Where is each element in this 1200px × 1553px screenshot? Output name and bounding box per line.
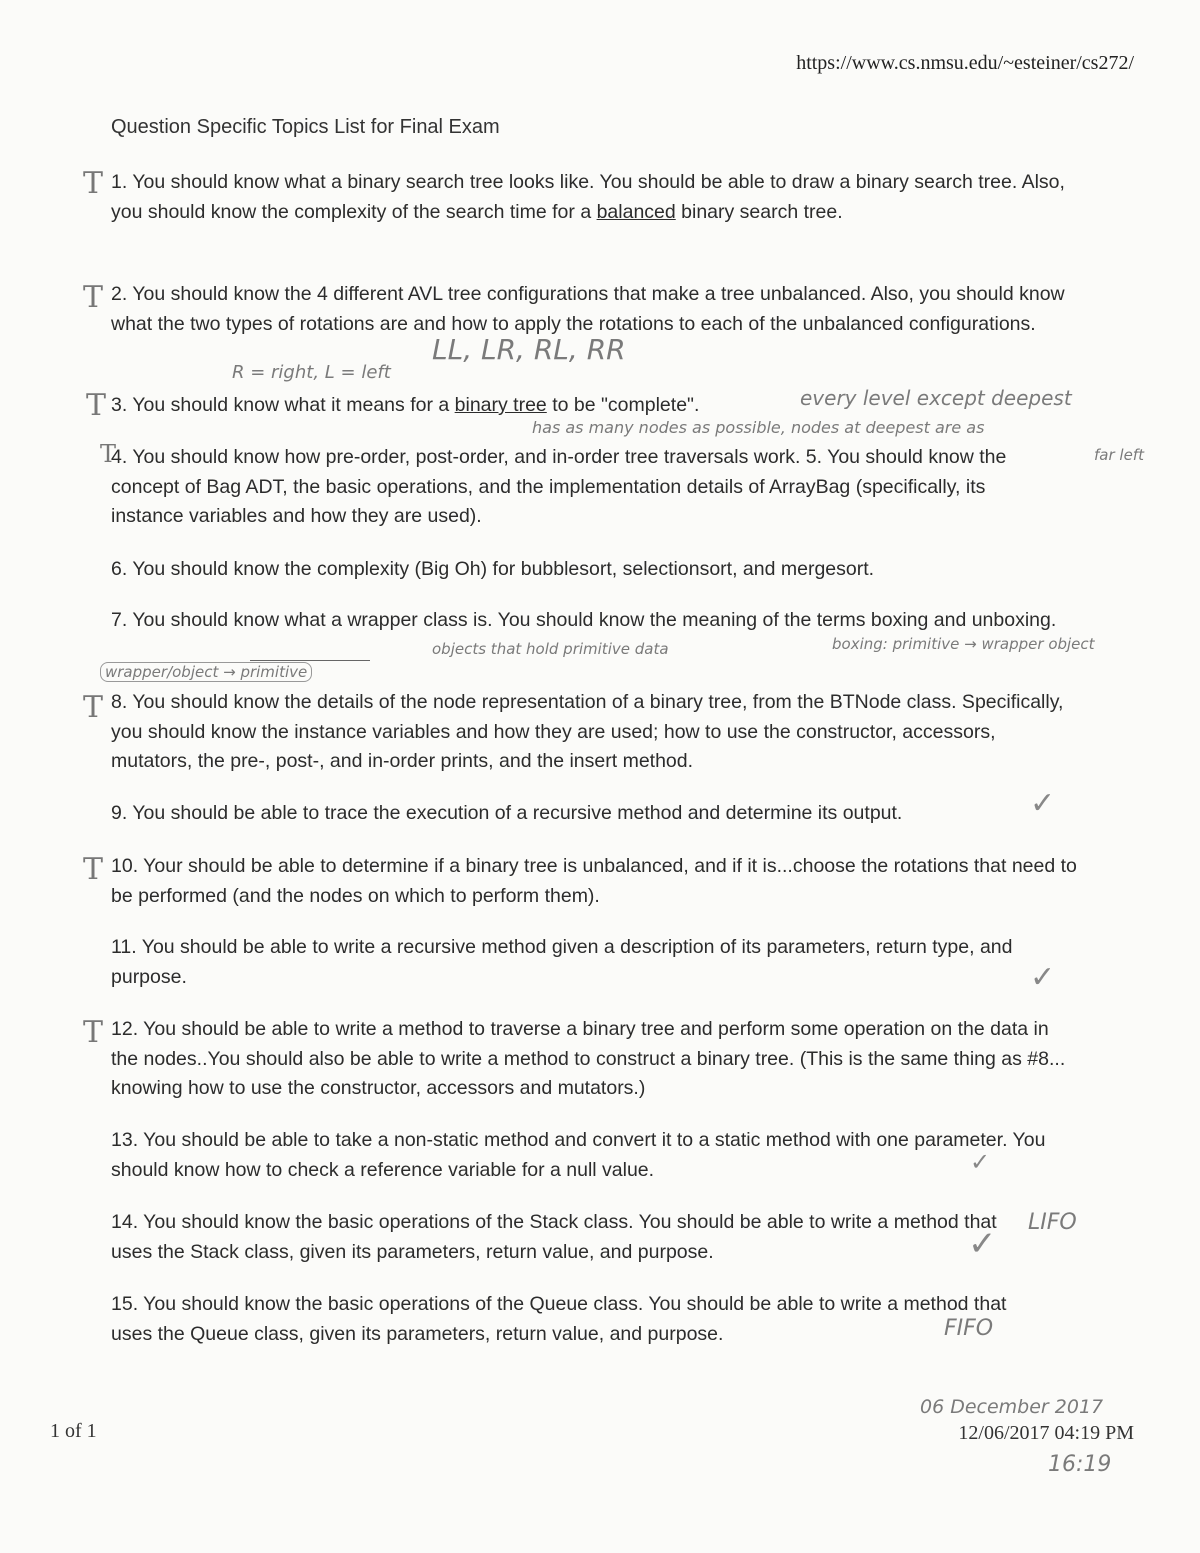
- question-3-text-b: to be "complete".: [546, 394, 700, 416]
- question-14: 14. You should know the basic operations of the Stack class. You should be able to write a method that uses the Stack class, given its parameters, return value, and purpose.: [111, 1211, 997, 1263]
- handwritten-lifo: LIFO: [1028, 1210, 1077, 1235]
- question-1-text-b: binary search tree.: [675, 200, 843, 223]
- question-9: 9. You should be able to trace the execution of a recursive method and determine its output.: [111, 802, 903, 824]
- handwritten-fifo: FIFO: [944, 1316, 994, 1341]
- question-13: 13. You should be able to take a non-static method and convert it to a static method with one parameter. You should know how to check a reference variable for a null value.: [111, 1129, 1046, 1181]
- check-mark-9: ✓: [1030, 787, 1056, 820]
- t-mark-4: T: [100, 440, 117, 468]
- t-mark-1: T: [83, 166, 104, 201]
- check-mark-13: ✓: [970, 1149, 991, 1176]
- handwritten-boxing-definition: boxing: primitive → wrapper object: [832, 635, 1095, 653]
- check-mark-11: ✓: [1030, 961, 1056, 994]
- handwritten-complete-line1: every level except deepest: [800, 386, 1072, 410]
- question-10: 10. Your should be able to determine if a binary tree is unbalanced, and if it is...choose the rotations that need to be performed (and the nodes on which to perform them).: [111, 855, 1077, 907]
- question-1-underlined: balanced: [596, 200, 676, 223]
- question-1: [111, 168, 1086, 227]
- handwritten-date: 06 December 2017: [920, 1396, 1104, 1418]
- question-15: 15. You should know the basic operations of the Queue class. You should be able to write a method that uses the Queue class, given its parameters, return value, and purpose.: [111, 1293, 1007, 1345]
- handwritten-rl-legend: R = right, L = left: [232, 362, 391, 383]
- t-mark-2: T: [83, 280, 104, 315]
- page-title: Question Specific Topics List for Final Exam: [111, 116, 500, 138]
- check-mark-14: ✓: [968, 1225, 997, 1263]
- question-12: 12. You should be able to write a method to traverse a binary tree and perform some operation on the data in the nodes..You should also be able to write a method to construct a binary tree. (This is the same thing as #8... knowing how to use the constructor, accessors and mutators.): [111, 1018, 1066, 1099]
- question-1-text-a: 1. You should know what a binary search tree looks like. You should be able to draw a binary search tree. Also, you should know the complexity of the search time for a: [111, 171, 1065, 223]
- handwritten-wrapper-definition: objects that hold primitive data: [432, 640, 669, 658]
- question-3-text-a: 3. You should know what it means for a: [111, 394, 455, 416]
- question-2: 2. You should know the 4 different AVL tree configurations that make a tree unbalanced. Also, you should know what the two types of rotations are and how to apply the rotations to each of the unbalanced configurations.: [111, 283, 1065, 335]
- handwritten-rotations: LL, LR, RL, RR: [432, 333, 626, 366]
- question-4: 4. You should know how pre-order, post-order, and in-order tree traversals work. 5. You should know the concept of Bag ADT, the basic operations, and the implementation details of ArrayBag (specifically, its instance variables and how they are used).: [111, 446, 1007, 527]
- handwritten-complete-line2: has as many nodes as possible, nodes at deepest are as: [532, 418, 985, 437]
- page-url: https://www.cs.nmsu.edu/~esteiner/cs272/: [796, 52, 1134, 74]
- question-8: 8. You should know the details of the node representation of a binary tree, from the BTNode class. Specifically, you should know the instance variables and how they are used; how to use the constructor, accessors, mutators, the pre-, post-, and in-order prints, and the insert method.: [111, 691, 1064, 772]
- question-3-underlined: binary tree: [454, 394, 547, 416]
- t-mark-12: T: [83, 1015, 104, 1050]
- t-mark-10: T: [83, 852, 104, 887]
- handwritten-underline: [250, 660, 370, 661]
- handwritten-complete-line3: far left: [1094, 446, 1144, 464]
- handwritten-time: 16:19: [1048, 1452, 1112, 1477]
- t-mark-3: T: [86, 388, 107, 423]
- question-6: 6. You should know the complexity (Big Oh) for bubblesort, selectionsort, and mergesort.: [111, 558, 875, 580]
- question-7: 7. You should know what a wrapper class is. You should know the meaning of the terms boxing and unboxing.: [111, 609, 1057, 631]
- page-number: 1 of 1: [50, 1420, 97, 1442]
- t-mark-8: T: [83, 690, 104, 725]
- question-11: 11. You should be able to write a recursive method given a description of its parameters, return type, and purpose.: [111, 936, 1013, 988]
- print-timestamp: 12/06/2017 04:19 PM: [958, 1422, 1134, 1444]
- handwritten-unboxing-definition: wrapper/object → primitive: [100, 662, 312, 682]
